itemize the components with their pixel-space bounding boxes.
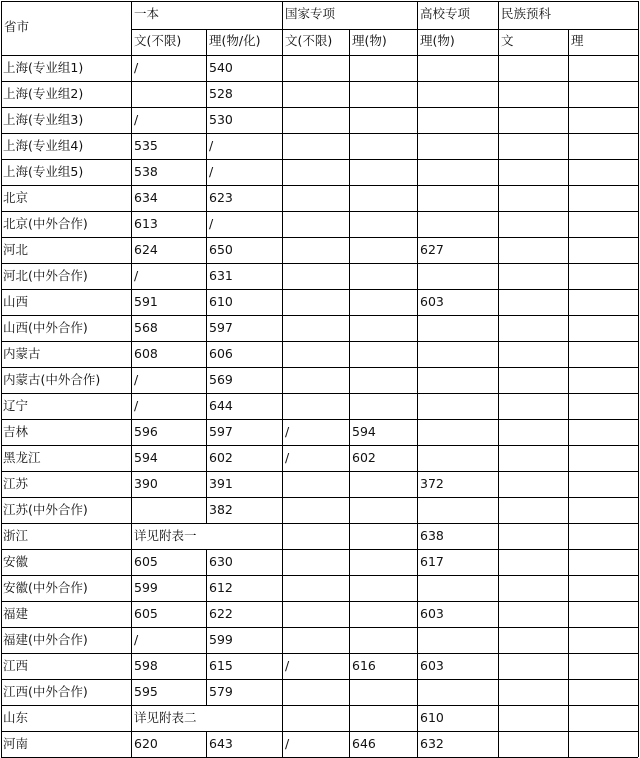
score-cell: / bbox=[285, 658, 290, 673]
province-name: 福建(中外合作) bbox=[3, 632, 88, 647]
header-sub-3: 理(物) bbox=[352, 33, 387, 48]
score-cell: 603 bbox=[420, 294, 444, 309]
score-cell: 540 bbox=[209, 60, 233, 75]
header-province: 省市 bbox=[4, 19, 30, 34]
score-cell: 535 bbox=[134, 138, 158, 153]
province-name: 北京(中外合作) bbox=[3, 216, 88, 231]
province-name: 山西 bbox=[3, 294, 29, 309]
score-cell: 613 bbox=[134, 216, 158, 231]
score-cell: 644 bbox=[209, 398, 233, 413]
score-cell: 624 bbox=[134, 242, 158, 257]
score-cell: 620 bbox=[134, 736, 158, 751]
score-cell: 631 bbox=[209, 268, 233, 283]
score-cell: / bbox=[134, 632, 139, 647]
score-cell: 538 bbox=[134, 164, 158, 179]
score-cell: 623 bbox=[209, 190, 233, 205]
header-group-2: 高校专项 bbox=[420, 6, 471, 21]
score-cell: 634 bbox=[134, 190, 158, 205]
province-name: 吉林 bbox=[3, 424, 29, 439]
province-name: 浙江 bbox=[3, 528, 29, 543]
score-cell: 595 bbox=[134, 684, 158, 699]
score-cell: / bbox=[285, 736, 290, 751]
province-name: 黑龙江 bbox=[3, 450, 41, 465]
score-cell: 606 bbox=[209, 346, 233, 361]
score-cell: / bbox=[209, 138, 214, 153]
score-cell: 615 bbox=[209, 658, 233, 673]
header-sub-4: 理(物) bbox=[420, 33, 455, 48]
province-name: 山西(中外合作) bbox=[3, 320, 88, 335]
province-name: 上海(专业组5) bbox=[3, 164, 84, 179]
score-cell: / bbox=[209, 164, 214, 179]
score-cell: / bbox=[134, 398, 139, 413]
score-cell: 579 bbox=[209, 684, 233, 699]
score-cell: / bbox=[285, 450, 290, 465]
score-cell: 617 bbox=[420, 554, 444, 569]
header-sub-6: 理 bbox=[571, 33, 584, 48]
score-cell: 632 bbox=[420, 736, 444, 751]
score-cell: 622 bbox=[209, 606, 233, 621]
province-name: 内蒙古(中外合作) bbox=[3, 372, 101, 387]
header-group-3: 民族预科 bbox=[501, 6, 552, 21]
province-name: 辽宁 bbox=[3, 398, 29, 413]
header-group-0: 一本 bbox=[134, 6, 160, 21]
score-cell: / bbox=[134, 372, 139, 387]
province-name: 江西 bbox=[3, 658, 29, 673]
score-cell: 569 bbox=[209, 372, 233, 387]
province-name: 山东 bbox=[3, 710, 29, 725]
province-name: 上海(专业组2) bbox=[3, 86, 84, 101]
province-name: 河南 bbox=[3, 736, 29, 751]
header-sub-1: 理(物/化) bbox=[209, 33, 261, 48]
score-cell: 610 bbox=[209, 294, 233, 309]
score-cell: 605 bbox=[134, 606, 158, 621]
score-cell: 603 bbox=[420, 658, 444, 673]
header-group-1: 国家专项 bbox=[285, 6, 336, 21]
score-cell: 646 bbox=[352, 736, 376, 751]
score-cell: 610 bbox=[420, 710, 444, 725]
merged-note: 详见附表一 bbox=[134, 528, 197, 543]
score-cell: 530 bbox=[209, 112, 233, 127]
score-cell: 650 bbox=[209, 242, 233, 257]
score-cell: 598 bbox=[134, 658, 158, 673]
score-cell: 382 bbox=[209, 502, 233, 517]
score-cell: 390 bbox=[134, 476, 158, 491]
province-name: 江西(中外合作) bbox=[3, 684, 88, 699]
province-name: 北京 bbox=[3, 190, 29, 205]
score-cell: 616 bbox=[352, 658, 376, 673]
header-sub-5: 文 bbox=[501, 33, 514, 48]
province-name: 上海(专业组1) bbox=[3, 60, 84, 75]
score-cell: / bbox=[285, 424, 290, 439]
score-cell: 568 bbox=[134, 320, 158, 335]
merged-note: 详见附表二 bbox=[134, 710, 197, 725]
score-cell: 612 bbox=[209, 580, 233, 595]
score-cell: 597 bbox=[209, 424, 233, 439]
score-cell: 627 bbox=[420, 242, 444, 257]
province-name: 上海(专业组4) bbox=[3, 138, 84, 153]
score-cell: 603 bbox=[420, 606, 444, 621]
score-cell: 638 bbox=[420, 528, 444, 543]
header-sub-0: 文(不限) bbox=[134, 33, 182, 48]
province-name: 安徽 bbox=[3, 554, 29, 569]
score-cell: / bbox=[134, 268, 139, 283]
score-cell: 602 bbox=[352, 450, 376, 465]
score-cell: 591 bbox=[134, 294, 158, 309]
score-cell: 643 bbox=[209, 736, 233, 751]
score-cell: 602 bbox=[209, 450, 233, 465]
score-cell: 599 bbox=[134, 580, 158, 595]
score-cell: 528 bbox=[209, 86, 233, 101]
province-name: 河北(中外合作) bbox=[3, 268, 88, 283]
score-cell: 594 bbox=[134, 450, 158, 465]
score-cell: 391 bbox=[209, 476, 233, 491]
province-name: 福建 bbox=[3, 606, 29, 621]
province-name: 上海(专业组3) bbox=[3, 112, 84, 127]
score-cell: 605 bbox=[134, 554, 158, 569]
score-cell: 608 bbox=[134, 346, 158, 361]
score-cell: 594 bbox=[352, 424, 376, 439]
province-name: 安徽(中外合作) bbox=[3, 580, 88, 595]
province-name: 内蒙古 bbox=[3, 346, 41, 361]
score-cell: / bbox=[134, 112, 139, 127]
score-cell: 596 bbox=[134, 424, 158, 439]
province-name: 江苏 bbox=[3, 476, 29, 491]
score-cell: 372 bbox=[420, 476, 444, 491]
province-name: 江苏(中外合作) bbox=[3, 502, 88, 517]
score-cell: / bbox=[209, 216, 214, 231]
province-name: 河北 bbox=[3, 242, 29, 257]
score-cell: 599 bbox=[209, 632, 233, 647]
score-cell: 597 bbox=[209, 320, 233, 335]
header-sub-2: 文(不限) bbox=[285, 33, 333, 48]
score-cell: / bbox=[134, 60, 139, 75]
score-cell: 630 bbox=[209, 554, 233, 569]
